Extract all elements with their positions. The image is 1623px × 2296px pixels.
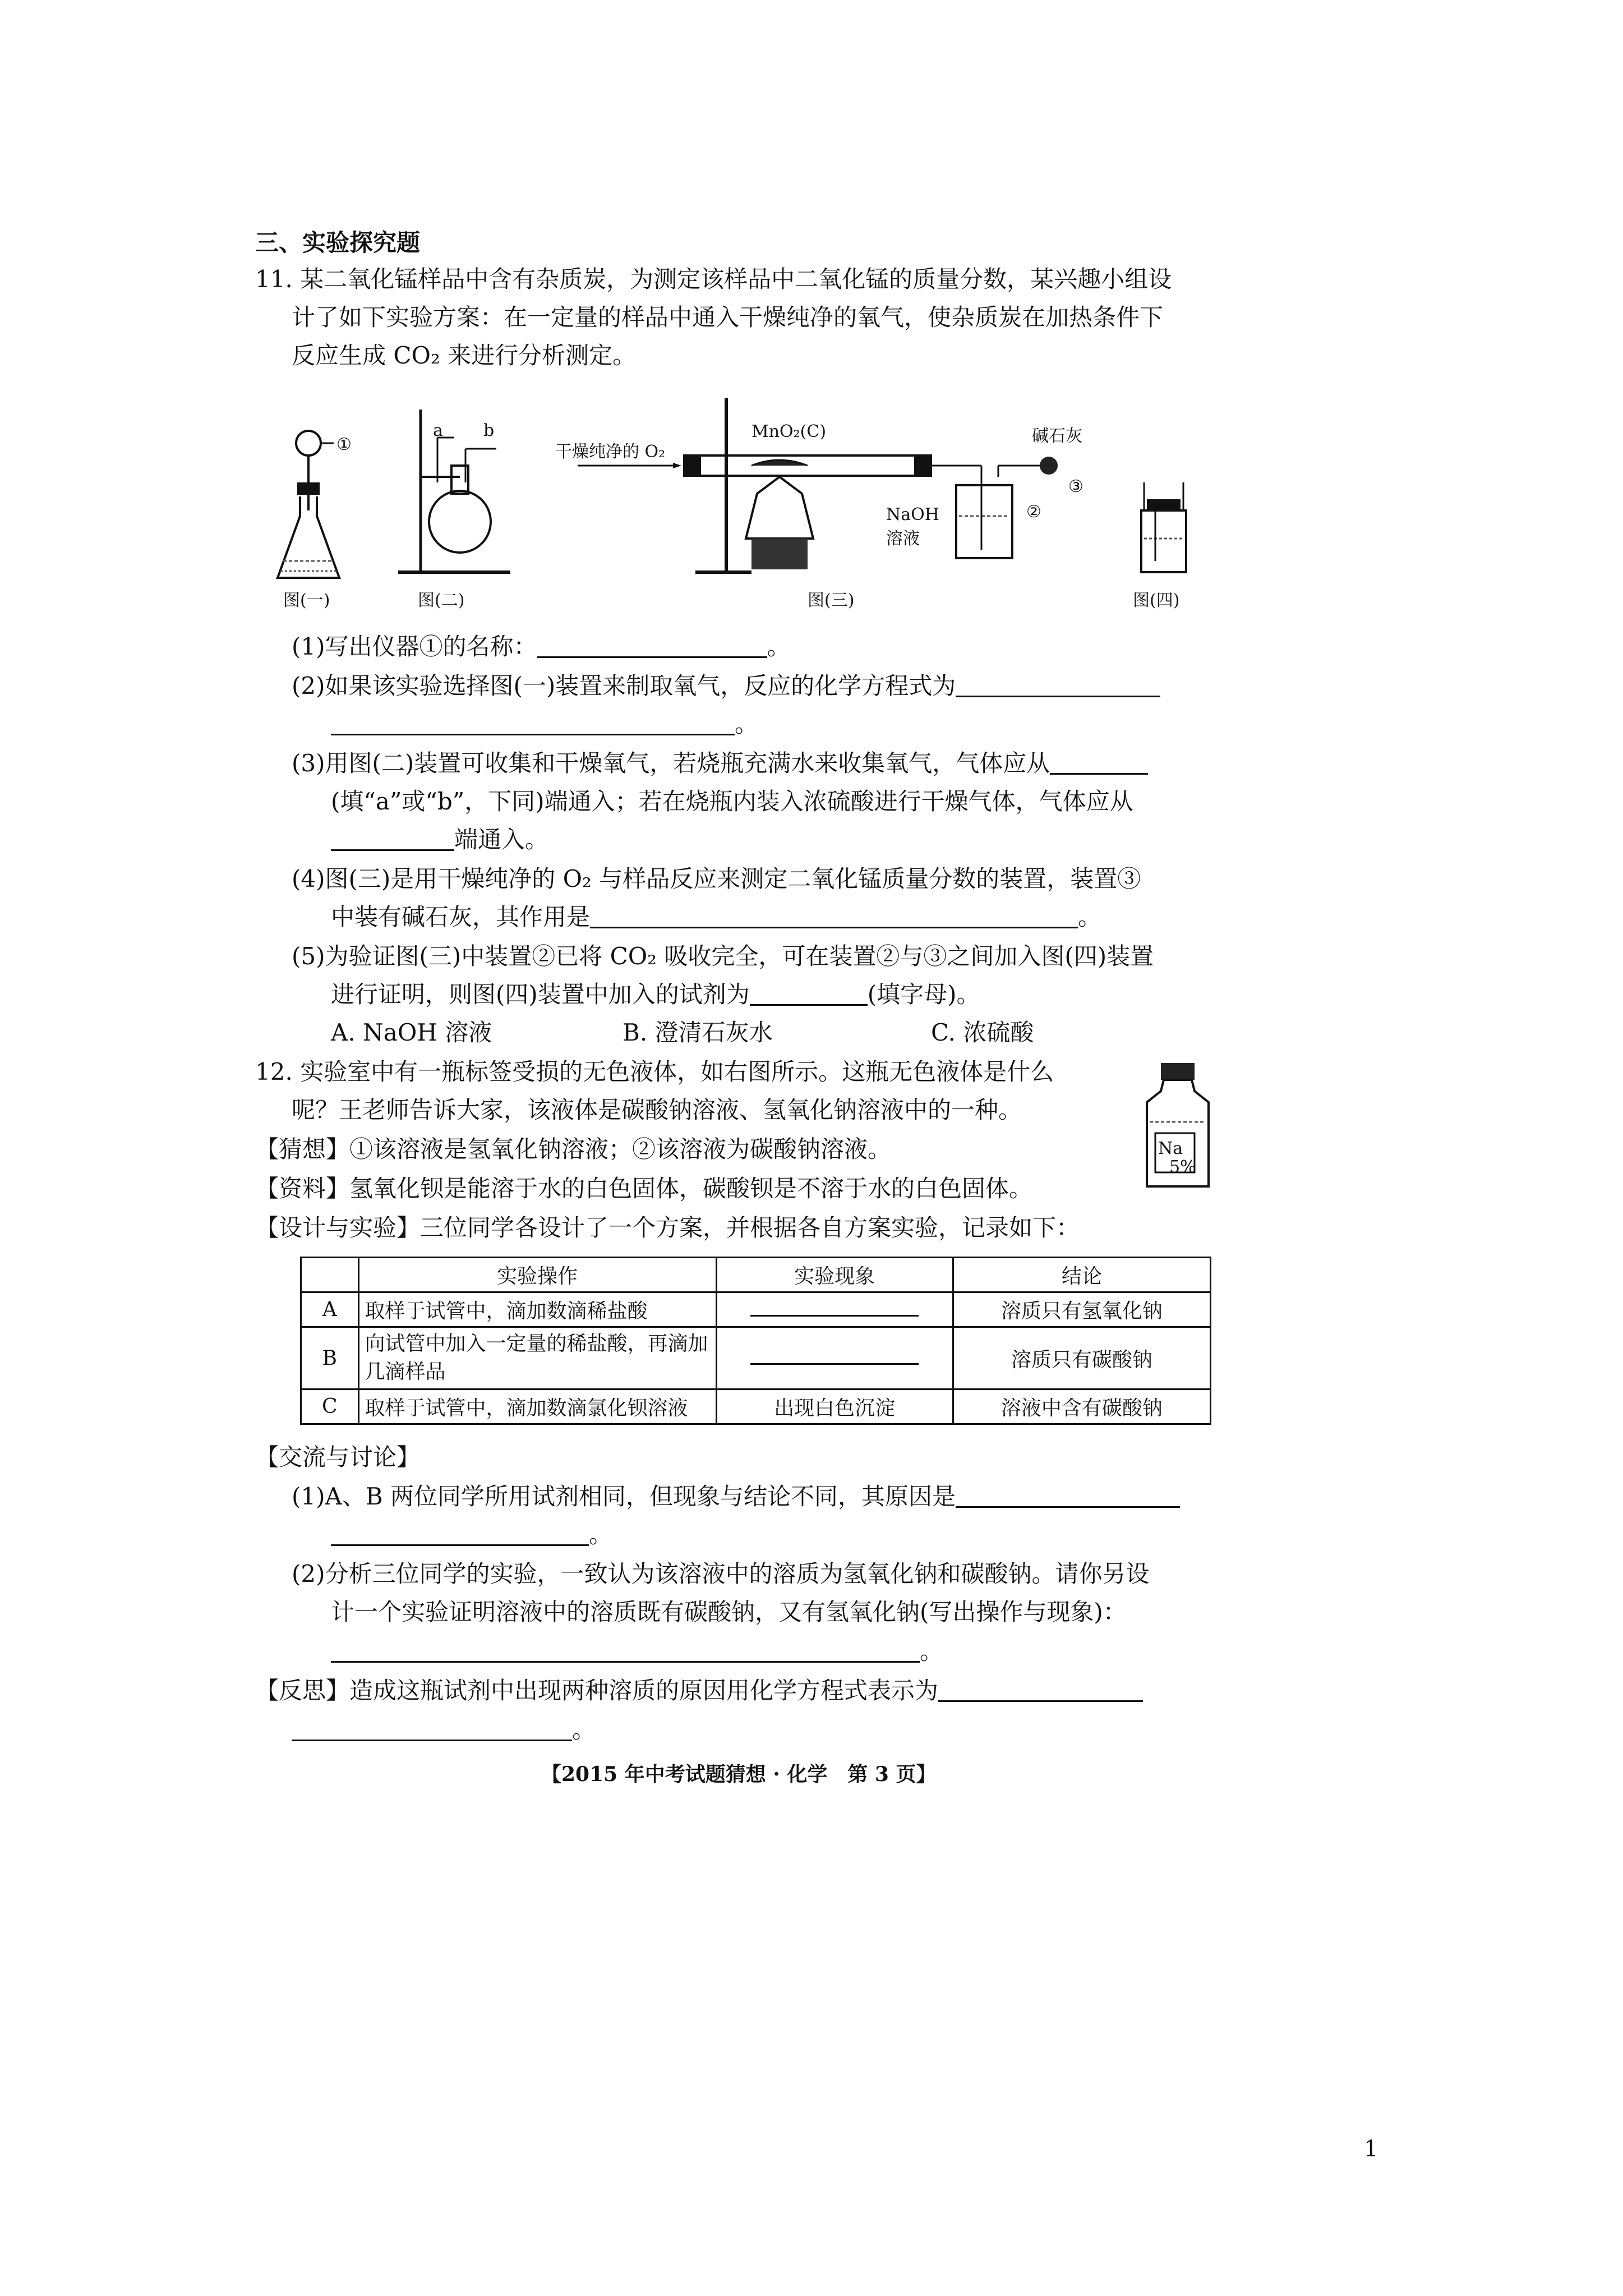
label-naoh: NaOH [886,505,939,524]
q12-d2-cont [331,1636,943,1667]
row-id: B [301,1327,359,1389]
q11-sub3-text-a: (3)用图(二)装置可收集和干燥氧气，若烧瓶充满水来收集氧气，气体应从 [292,749,1050,777]
q12-d2-end: 。 [920,1637,944,1665]
q12-reflect-cont [292,1714,596,1746]
q11-sub5 [331,979,980,1010]
q12-d1-cont [331,1519,612,1550]
figure-2-caption: 图(二) [418,591,465,610]
table-header: 实验操作 [358,1258,716,1292]
q11-sub5-end: (填字母)。 [867,981,980,1008]
table-header: 实验现象 [716,1258,953,1292]
q11-sub1 [292,631,791,662]
row-conclusion: 溶液中含有碳酸钠 [953,1389,1210,1424]
row-phenomenon-blank[interactable] [716,1327,953,1389]
answer-blank-3b[interactable] [331,827,454,851]
q12-d2-text-a: (2)分析三位同学的实验，一致认为该溶液中的溶质为氢氧化钠和碳酸钠。请你另设 [292,1560,1150,1588]
label-dry-o2: 干燥纯净的 O₂ [555,442,666,462]
label-circle-1: ① [336,435,352,454]
q12-reflect [255,1675,1143,1706]
q11-sub3 [292,748,1148,779]
label-circle-2: ② [1026,502,1041,522]
q11-sub4-text-a: (4)图(三)是用干燥纯净的 O₂ 与样品反应来测定二氧化锰质量分数的装置，装置③ [292,865,1141,892]
figure-1-caption: 图(一) [283,591,330,610]
answer-blank-d2[interactable] [331,1639,920,1663]
table-row [301,1292,1211,1327]
q11-sub4-end: 。 [1078,903,1102,931]
answer-blank-5[interactable] [750,982,868,1006]
q11-sub1-end: 。 [767,633,791,660]
table-header [301,1258,359,1292]
q12-discussion-title: 【交流与讨论】 [255,1443,421,1471]
q11-sub5-text-b: 进行证明，则图(四)装置中加入的试剂为 [331,981,750,1008]
row-conclusion: 溶质只有碳酸钠 [953,1327,1210,1389]
q11-sub2-cont [331,708,758,740]
answer-blank-2b[interactable] [331,711,735,735]
q12-guess: 【猜想】①该溶液是氢氧化钠溶液；②该溶液为碳酸钠溶液。 [255,1135,892,1163]
answer-blank-reflect-a[interactable] [938,1678,1143,1702]
table-row [301,1327,1211,1389]
label-a: a [433,421,443,440]
q12-d1-end: 。 [589,1521,613,1548]
q11-line-3: 反应生成 CO₂ 来进行分析测定。 [292,342,637,369]
page-footer: 【2015 年中考试题猜想 · 化学 第 3 页】 [541,1763,937,1786]
answer-blank-1[interactable] [537,634,767,658]
q11-sub2-text: (2)如果该实验选择图(一)装置来制取氧气，反应的化学方程式为 [292,672,956,700]
figure-4-caption: 图(四) [1133,591,1180,610]
row-id: A [301,1292,359,1327]
q11-sub5-text-a: (5)为验证图(三)中装置②已将 CO₂ 吸收完全，可在装置②与③之间加入图(四)装置 [292,942,1154,970]
answer-blank-3a[interactable] [1050,751,1148,775]
q12-d1 [292,1481,1180,1512]
answer-blank-d1a[interactable] [956,1484,1180,1508]
q12-design: 【设计与实验】三位同学各设计了一个方案，并根据各自方案实验，记录如下： [255,1214,1080,1241]
figure-3-caption: 图(三) [808,591,855,610]
experiment-table [300,1257,1211,1425]
q11-sub1-text: (1)写出仪器①的名称： [292,633,537,660]
q11-sub4-text-b: 中装有碱石灰，其作用是 [331,903,591,931]
table-header: 结论 [953,1258,1210,1292]
section-title: 三、实验探究题 [255,229,421,256]
q11-sub3-text-b: (填“a”或“b”，下同)端通入；若在烧瓶内装入浓硫酸进行干燥气体，气体应从 [331,788,1133,815]
answer-blank-4[interactable] [590,904,1078,928]
label-naoh-solution: 溶液 [886,529,920,549]
answer-blank-2a[interactable] [956,673,1160,697]
q11-sub2 [292,670,1160,702]
q11-option-b: B. 澄清石灰水 [623,1019,773,1046]
answer-blank-reflect-b[interactable] [292,1717,572,1741]
q12-reflect-end: 。 [572,1716,596,1743]
label-soda-lime: 碱石灰 [1032,426,1082,446]
label-mno2: MnO₂(C) [751,422,827,441]
page-number: 1 [1364,2136,1378,2162]
row-id: C [301,1389,359,1424]
figure-3-apparatus [555,393,1105,583]
label-b: b [483,421,495,440]
row-operation: 向试管中加入一定量的稀盐酸，再滴加几滴样品 [358,1327,716,1389]
figure-2-apparatus [393,404,522,583]
q11-sub3-text-c: 端通入。 [454,826,549,853]
q11-line-1: 11. 某二氧化锰样品中含有杂质炭，为测定该样品中二氧化锰的质量分数，某兴趣小组设 [255,265,1172,293]
row-operation: 取样于试管中，滴加数滴稀盐酸 [358,1292,716,1327]
bottle-label-percent: 5% [1169,1157,1196,1177]
row-phenomenon: 出现白色沉淀 [716,1389,953,1424]
q11-sub4 [331,901,1101,933]
row-conclusion: 溶质只有氢氧化钠 [953,1292,1210,1327]
q11-line-2: 计了如下实验方案：在一定量的样品中通入干燥纯净的氧气，使杂质炭在加热条件下 [292,303,1164,331]
bottle-label-na: Na [1158,1139,1183,1158]
q12-d2-text-b: 计一个实验证明溶液中的溶质既有碳酸钠，又有氢氧化钠(写出操作与现象)： [331,1598,1127,1626]
q11-option-a: A. NaOH 溶液 [331,1019,492,1046]
answer-blank-d1b[interactable] [331,1522,589,1546]
q12-d1-text: (1)A、B 两位同学所用试剂相同，但现象与结论不同，其原因是 [292,1483,956,1510]
q12-info: 【资料】氢氧化钡是能溶于水的白色固体，碳酸钡是不溶于水的白色固体。 [255,1175,1033,1202]
table-row [301,1389,1211,1424]
label-circle-3: ③ [1068,477,1083,496]
table-header-row [301,1258,1211,1292]
q11-sub2-end: 。 [735,710,759,738]
q11-sub3-cont [331,824,548,855]
q12-line-2: 呢？王老师告诉大家，该液体是碳酸钠溶液、氢氧化钠溶液中的一种。 [292,1096,1022,1124]
q12-reflect-text: 【反思】造成这瓶试剂中出现两种溶质的原因用化学方程式表示为 [255,1677,939,1704]
row-operation: 取样于试管中，滴加数滴氯化钡溶液 [358,1389,716,1424]
q12-line-1: 12. 实验室中有一瓶标签受损的无色液体，如右图所示。这瓶无色液体是什么 [255,1058,1054,1085]
row-phenomenon-blank[interactable] [716,1292,953,1327]
figure-4-apparatus [1136,477,1197,578]
q11-option-c: C. 浓硫酸 [931,1019,1034,1046]
